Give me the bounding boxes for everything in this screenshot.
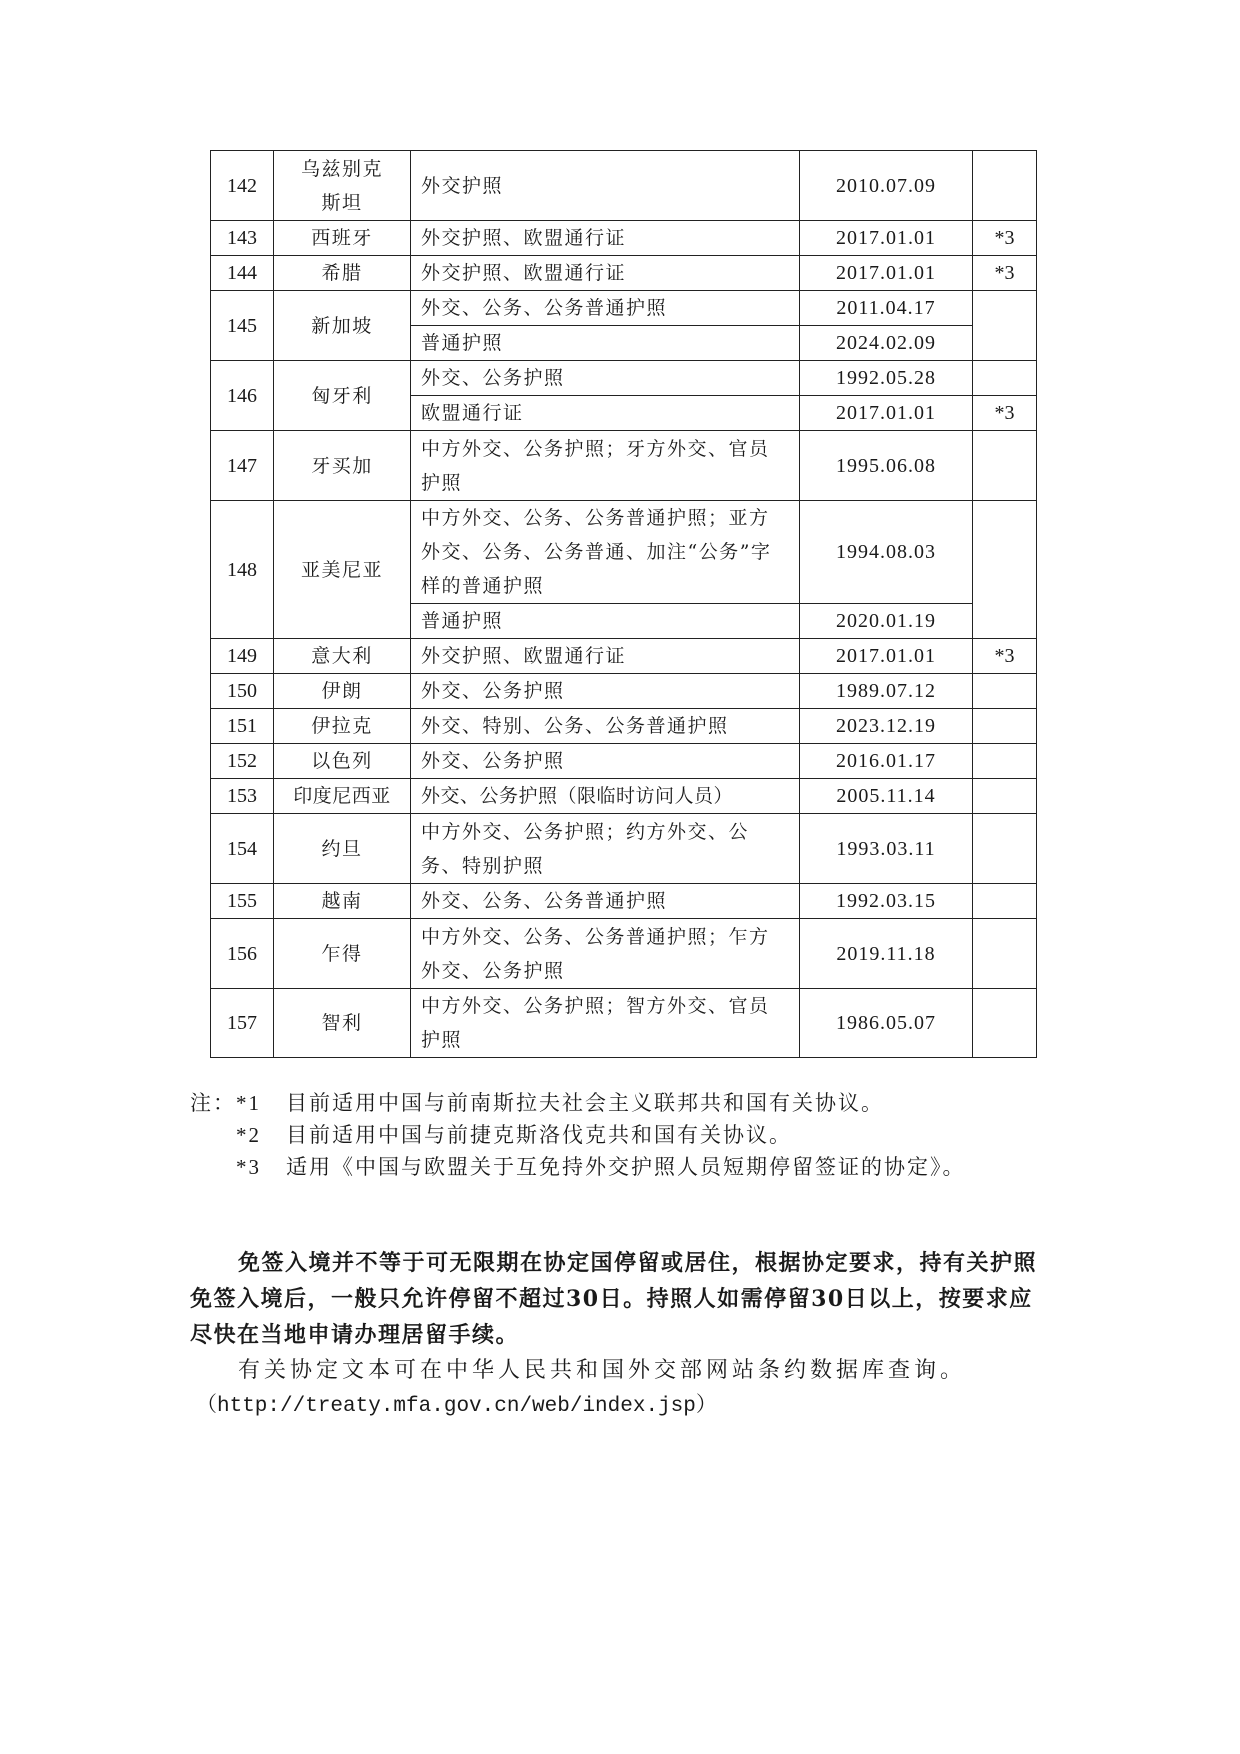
footnote-3 [190,1151,966,1183]
country-name: 乍得 [274,919,411,989]
footnote-text: 适用《中国与欧盟关于互免持外交护照人员短期停留签证的协定》。 [286,1155,966,1179]
country-name: 西班牙 [274,221,411,256]
passport-type: 外交、公务护照 [411,361,800,396]
visa-agreement-table [210,150,1037,1058]
effective-date: 2020.01.19 [800,604,973,639]
note-ref: *3 [973,256,1037,291]
effective-date: 2010.07.09 [800,151,973,221]
effective-date: 2017.01.01 [800,221,973,256]
passport-type: 中方外交、公务护照；牙方外交、官员护照 [411,431,800,501]
note-ref [973,674,1037,709]
effective-date: 2016.01.17 [800,744,973,779]
row-number: 142 [211,151,274,221]
row-number: 155 [211,884,274,919]
note-ref [973,884,1037,919]
footnotes [190,1087,966,1183]
country-name: 伊拉克 [274,709,411,744]
effective-date: 2017.01.01 [800,639,973,674]
effective-date: 2017.01.01 [800,396,973,431]
country-name: 越南 [274,884,411,919]
row-number: 148 [211,501,274,639]
effective-date: 2024.02.09 [800,326,973,361]
note-ref [973,989,1037,1058]
passport-type: 中方外交、公务、公务普通护照；乍方外交、公务护照 [411,919,800,989]
passport-type: 外交护照、欧盟通行证 [411,221,800,256]
visa-free-notice: 免签入境并不等于可无限期在协定国停留或居住，根据协定要求，持有关护照免签入境后，一般只允许停留不超过30日。持照人如需停留30日以上，按要求应尽快在当地申请办理居留手续。 [190,1250,1038,1348]
passport-type: 中方外交、公务护照；约方外交、公务、特别护照 [411,814,800,884]
table-row [211,291,1037,326]
country-name: 新加坡 [274,291,411,361]
table-row [211,744,1037,779]
note-ref: *3 [973,396,1037,431]
note-ref [973,431,1037,501]
effective-date: 1993.03.11 [800,814,973,884]
effective-date: 2011.04.17 [800,291,973,326]
row-number: 150 [211,674,274,709]
table-row [211,674,1037,709]
country-name: 乌兹别克 斯坦 [274,151,411,221]
note-ref [973,501,1037,639]
table-row [211,221,1037,256]
passport-type: 外交、公务护照 [411,744,800,779]
passport-type: 外交、公务护照（限临时访问人员） [411,779,800,814]
country-name: 希腊 [274,256,411,291]
treaty-database-url: （http://treaty.mfa.gov.cn/web/index.jsp） [196,1395,717,1418]
treaty-database-notice: 有关协定文本可在中华人民共和国外交部网站条约数据库查询。 [238,1358,967,1383]
footnote-1 [190,1087,966,1119]
note-ref: *3 [973,221,1037,256]
row-number: 145 [211,291,274,361]
note-ref [973,361,1037,396]
passport-type: 外交护照、欧盟通行证 [411,639,800,674]
note-ref [973,151,1037,221]
table-row [211,884,1037,919]
note-ref [973,709,1037,744]
row-number: 153 [211,779,274,814]
table-row [211,814,1037,884]
footnote-text: 目前适用中国与前捷克斯洛伐克共和国有关协议。 [286,1123,792,1147]
note-ref [973,919,1037,989]
country-name: 匈牙利 [274,361,411,431]
table-row [211,779,1037,814]
effective-date: 1992.05.28 [800,361,973,396]
country-name: 约旦 [274,814,411,884]
row-number: 147 [211,431,274,501]
note-ref [973,291,1037,361]
footnote-key: *3 [236,1155,261,1179]
footnote-2 [190,1119,966,1151]
footnote-key: *2 [236,1123,261,1147]
passport-type: 普通护照 [411,326,800,361]
passport-type: 普通护照 [411,604,800,639]
notes-prefix: 注： [190,1091,236,1115]
row-number: 156 [211,919,274,989]
country-name: 伊朗 [274,674,411,709]
effective-date: 2019.11.18 [800,919,973,989]
passport-type: 中方外交、公务、公务普通护照；亚方外交、公务、公务普通、加注“公务”字样的普通护照 [411,501,800,604]
row-number: 144 [211,256,274,291]
country-name: 印度尼西亚 [274,779,411,814]
row-number: 152 [211,744,274,779]
effective-date: 1986.05.07 [800,989,973,1058]
country-name: 亚美尼亚 [274,501,411,639]
table-row [211,501,1037,604]
note-ref: *3 [973,639,1037,674]
passport-type: 外交、公务、公务普通护照 [411,884,800,919]
table-row [211,151,1037,221]
passport-type: 欧盟通行证 [411,396,800,431]
effective-date: 2005.11.14 [800,779,973,814]
row-number: 157 [211,989,274,1058]
row-number: 151 [211,709,274,744]
passport-type: 外交、公务护照 [411,674,800,709]
effective-date: 1994.08.03 [800,501,973,604]
note-ref [973,814,1037,884]
table-row [211,256,1037,291]
row-number: 146 [211,361,274,431]
passport-type: 外交、特别、公务、公务普通护照 [411,709,800,744]
effective-date: 1989.07.12 [800,674,973,709]
country-name: 以色列 [274,744,411,779]
effective-date: 2017.01.01 [800,256,973,291]
row-number: 154 [211,814,274,884]
passport-type: 中方外交、公务护照；智方外交、官员护照 [411,989,800,1058]
passport-type: 外交、公务、公务普通护照 [411,291,800,326]
footnote-key: *1 [236,1091,261,1115]
note-ref [973,779,1037,814]
table-row [211,919,1037,989]
table-row [211,361,1037,396]
table-row [211,709,1037,744]
table-row [211,431,1037,501]
note-ref [973,744,1037,779]
effective-date: 1992.03.15 [800,884,973,919]
passport-type: 外交护照、欧盟通行证 [411,256,800,291]
passport-type: 外交护照 [411,151,800,221]
row-number: 149 [211,639,274,674]
footnote-text: 目前适用中国与前南斯拉夫社会主义联邦共和国有关协议。 [286,1091,884,1115]
country-name: 牙买加 [274,431,411,501]
country-name: 意大利 [274,639,411,674]
effective-date: 2023.12.19 [800,709,973,744]
effective-date: 1995.06.08 [800,431,973,501]
row-number: 143 [211,221,274,256]
country-name: 智利 [274,989,411,1058]
table-row [211,639,1037,674]
table-row [211,989,1037,1058]
